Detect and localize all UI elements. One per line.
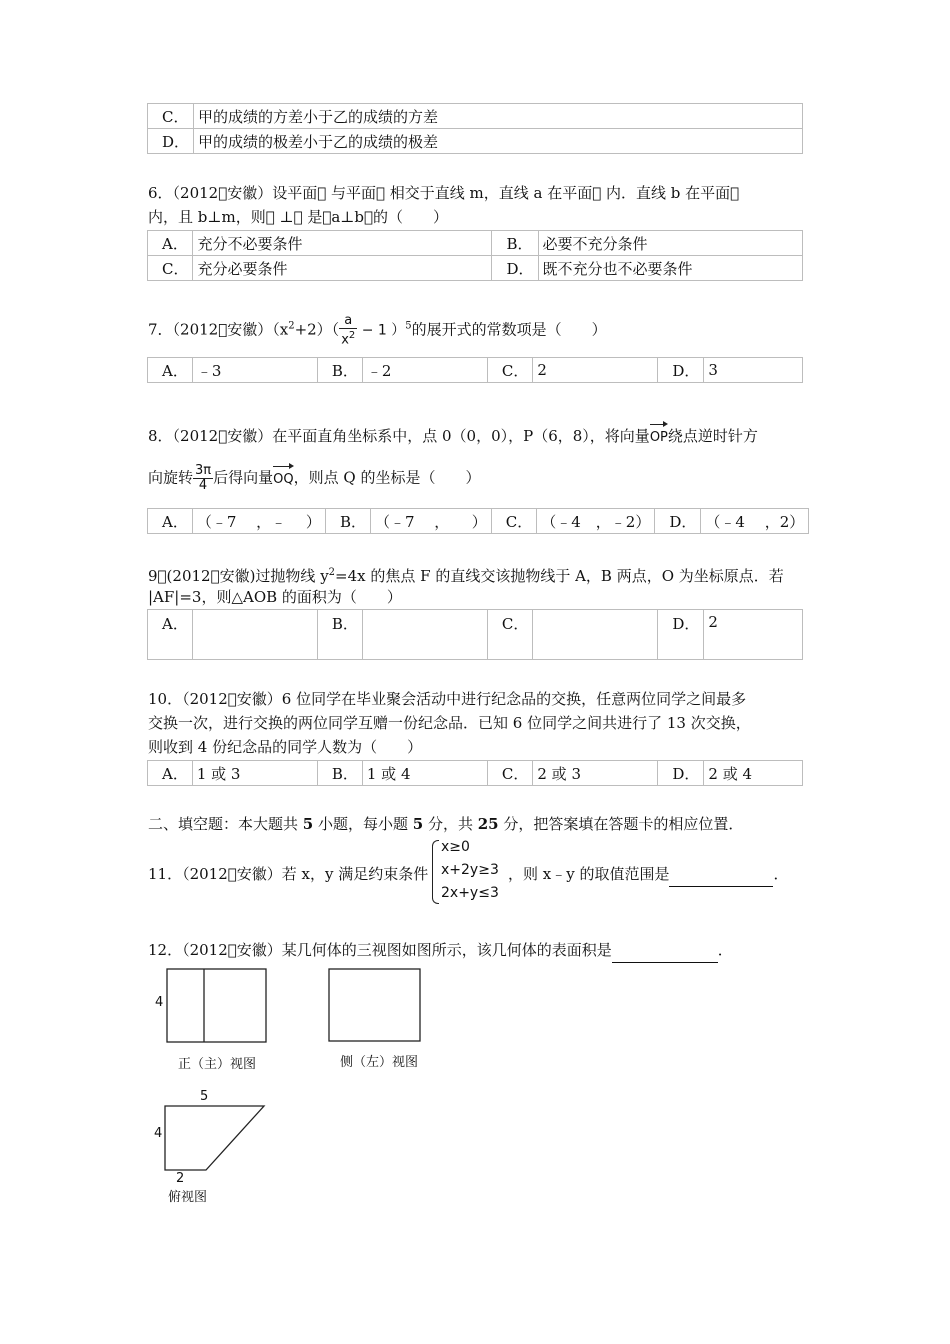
- option-row: [148, 231, 803, 256]
- option-row: [148, 610, 803, 660]
- frac-num: 3π: [195, 463, 212, 478]
- q9-line1-a: 9．(2012􀁠安徽)过抛物线 y: [148, 567, 329, 585]
- option-label: C．: [487, 761, 532, 786]
- q9-line1-b: =4x 的焦点 F 的直线交该抛物线于 A，B 两点，O 为坐标原点．若: [335, 567, 784, 585]
- side-view-figure: [328, 968, 422, 1044]
- q10-line2: 交换一次，进行交换的两位同学互赠一份纪念品．已知 6 位同学之间共进行了 13 次交换，: [148, 714, 751, 732]
- q8-line2-c: ，则点 Q 的坐标是（ ）: [293, 468, 481, 487]
- top-view-width-label: 5: [200, 1089, 209, 1104]
- option-label: B．: [317, 358, 362, 383]
- frac-num: a: [339, 314, 357, 329]
- q7-minus-one: − 1 ）: [357, 322, 406, 339]
- section-text: 二、填空题：本大题共: [148, 815, 303, 833]
- option-text: 1 或 3: [192, 761, 317, 786]
- option-row: [148, 256, 803, 281]
- q11-suffix-text: ，则 x﹣y 的取值范围是: [508, 865, 670, 883]
- option-text: 3: [704, 358, 803, 383]
- front-view-outline: [167, 969, 266, 1042]
- section-text: 分，共: [423, 815, 478, 833]
- top-view-figure: [163, 1104, 267, 1172]
- q11-prefix: 11．（2012􀁠安徽）若 x，y 满足约束条件: [148, 865, 429, 883]
- section-total: 25: [477, 815, 499, 833]
- q9-options: [147, 609, 803, 660]
- option-text: 甲的成绩的极差小于乙的成绩的极差: [194, 129, 803, 154]
- option-label: C．: [148, 256, 193, 281]
- q12-stem: [148, 938, 808, 963]
- option-text: （﹣7 ， ）: [370, 509, 491, 534]
- option-text: 甲的成绩的方差小于乙的成绩的方差: [194, 104, 803, 129]
- option-text: 1 或 4: [362, 761, 487, 786]
- q11-constraint-1: x≥0: [441, 839, 470, 855]
- option-text: 2 或 3: [533, 761, 658, 786]
- q7-sup5: 5: [405, 320, 412, 332]
- side-view-outline: [329, 969, 420, 1041]
- option-text: 既不充分也不必要条件: [538, 256, 802, 281]
- option-text: ﹣2: [362, 358, 487, 383]
- option-text: [533, 610, 658, 660]
- frac-den: 4: [198, 478, 208, 493]
- q7-suffix: 的展开式的常数项是（ ）: [411, 320, 607, 339]
- option-label: A．: [148, 610, 193, 660]
- option-text: （﹣4 ，2）: [701, 509, 809, 534]
- option-text: 2: [704, 610, 803, 660]
- answer-blank[interactable]: [612, 938, 718, 963]
- q12-end: ．: [717, 941, 733, 959]
- option-label: B．: [492, 231, 538, 256]
- q11-constraint-2: x+2y≥3: [441, 862, 499, 878]
- q7-options: [147, 357, 803, 383]
- q12-text: 12．（2012􀁠安徽）某几何体的三视图如图所示，该几何体的表面积是: [148, 941, 612, 959]
- q7-prefix: 7．（2012􀁠安徽）（x: [148, 320, 289, 339]
- option-label: D．: [655, 509, 701, 534]
- q8-line2: [148, 464, 808, 493]
- option-label: D．: [658, 358, 704, 383]
- q8-line1: [148, 424, 808, 450]
- front-view-caption: 正（主）视图: [178, 1057, 257, 1072]
- option-label: C．: [491, 509, 536, 534]
- q10-options: [147, 760, 803, 786]
- q8-line1-a: 8．（2012􀁠安徽）在平面直角坐标系中，点 0（0，0），P（6，8），将向量: [148, 427, 650, 445]
- q9-line2: |AF|=3，则△AOB 的面积为（ ）: [148, 588, 402, 606]
- option-text: [362, 610, 487, 660]
- front-view-figure: [166, 968, 268, 1044]
- option-text: [192, 610, 317, 660]
- option-label: B．: [317, 610, 362, 660]
- option-text: （﹣7 ，﹣ ）: [192, 509, 325, 534]
- q8-line1-b: 绕点逆时针方: [667, 427, 758, 445]
- option-row: [148, 509, 809, 534]
- option-text: 2: [533, 358, 658, 383]
- option-label: D．: [658, 610, 704, 660]
- q7-stem: [148, 314, 808, 347]
- top-view-height-label: 4: [154, 1126, 163, 1141]
- option-label: B．: [317, 761, 362, 786]
- option-text: 必要不充分条件: [538, 231, 802, 256]
- option-text: 充分必要条件: [193, 256, 492, 281]
- q10-line1: 10．（2012􀁠安徽）6 位同学在毕业聚会活动中进行纪念品的交换，任意两位同学之间最多: [148, 690, 747, 708]
- frac-den-base: x: [341, 332, 349, 348]
- q10-line3: 则收到 4 份纪念品的同学人数为（ ）: [148, 738, 423, 756]
- section-text: 小题，每小题: [313, 815, 413, 833]
- side-view-caption: 侧（左）视图: [340, 1055, 419, 1070]
- answer-blank[interactable]: [669, 862, 773, 887]
- option-label: A．: [148, 509, 193, 534]
- option-label: C．: [148, 104, 194, 129]
- q11-suffix: [508, 862, 789, 887]
- option-label: A．: [148, 358, 193, 383]
- q6-line1: 6．（2012􀁠安徽）设平面􀁠 与平面􀁠 相交于直线 m，直线 a 在平面􀁠 内．直线 b 在平面􀁠: [148, 184, 740, 202]
- q7-mid: +2）（: [294, 320, 340, 339]
- q11-brace: [432, 840, 439, 904]
- frac-den-sup: 2: [348, 330, 356, 341]
- q11-constraint-3: 2x+y≤3: [441, 885, 499, 901]
- option-label: D．: [148, 129, 194, 154]
- q7-sup: 2: [288, 320, 295, 332]
- q6-line2: 内，且 b⊥m，则􀁠 ⊥􀁠 是􀁠a⊥b􀁠的（ ）: [148, 208, 449, 226]
- option-label: C．: [487, 358, 532, 383]
- q11-end: ．: [773, 865, 789, 883]
- option-label: A．: [148, 761, 193, 786]
- option-label: D．: [658, 761, 704, 786]
- option-text: （﹣4 ，﹣2）: [537, 509, 655, 534]
- option-row: [148, 761, 803, 786]
- q8-line2-b: 后得向量: [213, 468, 274, 487]
- section-text: 分，把答案填在答题卡的相应位置．: [498, 815, 744, 833]
- option-label: C．: [487, 610, 532, 660]
- q8-fraction: [193, 464, 213, 493]
- option-label: A．: [148, 231, 193, 256]
- top-view-caption: 俯视图: [168, 1190, 208, 1205]
- option-text: 2 或 4: [704, 761, 803, 786]
- q7-fraction: [339, 314, 357, 347]
- option-row: [148, 129, 803, 154]
- top-view-outline: [165, 1106, 264, 1170]
- option-row: [148, 104, 803, 129]
- section-count: 5: [302, 815, 314, 833]
- option-label: D．: [492, 256, 538, 281]
- q6-options: [147, 230, 803, 281]
- q5-options: [147, 103, 803, 154]
- option-text: ﹣3: [192, 358, 317, 383]
- vector-oq: OQ: [273, 468, 293, 492]
- option-label: B．: [325, 509, 370, 534]
- q9-line1: [148, 561, 808, 588]
- section-points: 5: [412, 815, 424, 833]
- section-heading: [148, 812, 808, 836]
- front-view-height-label: 4: [155, 995, 164, 1010]
- vector-op: OP: [650, 426, 668, 450]
- q8-options: [147, 508, 809, 534]
- top-view-base-label: 2: [176, 1171, 185, 1186]
- q9-sup: 2: [328, 567, 336, 578]
- option-row: [148, 358, 803, 383]
- q8-line2-a: 向旋转: [148, 468, 194, 487]
- option-text: 充分不必要条件: [193, 231, 492, 256]
- frac-den: [339, 329, 357, 347]
